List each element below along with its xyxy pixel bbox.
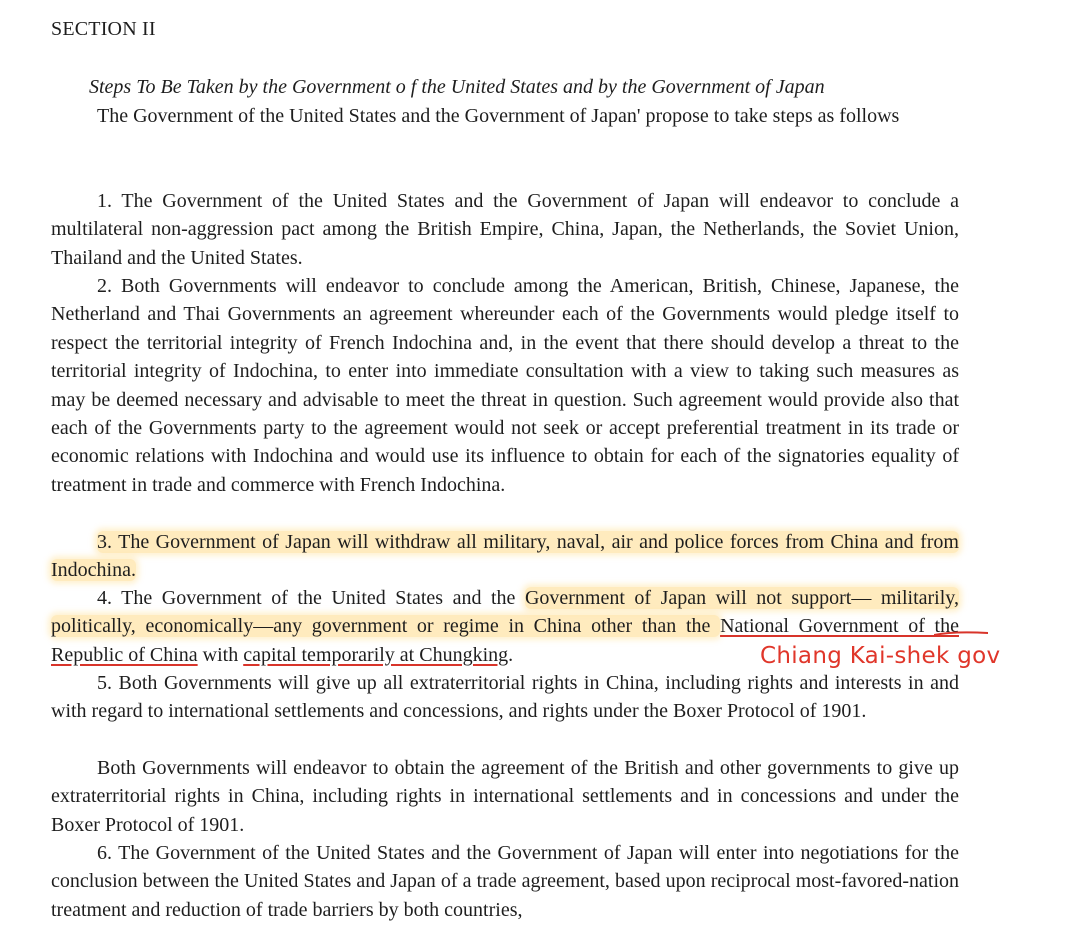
item-4-text-start: 4. The Government of the United States and the [97,587,525,609]
item-2-paragraph: 2. Both Governments will endeavor to conclude among the American, British, Chinese, Japanese, the Netherland and Thai Governments an agreement whereunder each of the Governments would pledge itself to respect the territorial integrity of French Indochina and, in the event that there should develop a threat to the territorial integrity of Indochina, to enter into immediate consultation with a view to taking such measures as may be deemed necessary and advisable to meet the threat in question. Such agreement would provide also that each of the Governments party to the agreement would not seek or accept preferential treatment in its trade or economic relations with Indochina and would use its influence to obtain for each of the signatories equality of treatment in trade and commerce with French Indochina. [51,275,959,496]
item-3-paragraph [51,528,959,585]
item-4-text-end: . [508,643,514,666]
item-4-text-mid: with [197,643,244,666]
item-1-paragraph: 1. The Government of the United States and the Government of Japan will endeavor to conclude a multilateral non-aggression pact among the British Empire, China, Japan, the Netherlands, the Soviet Union, Thailand and the United States. [51,190,959,269]
item-5-continuation-paragraph: Both Governments will endeavor to obtain the agreement of the British and other governments to give up extraterritorial rights in China, including rights in international settlements and in concessions and under the Boxer Protocol of 1901. [51,757,959,836]
item-5-paragraph: 5. Both Governments will give up all extraterritorial rights in China, including rights and interests in and with regard to international settlements and concessions, and rights under the Boxer Protocol of 1901. [51,672,959,723]
highlighted-text: Government of Japan will not support— militarily, politically, economically—any government or regime in China other than the [51,587,959,638]
handwritten-annotation: Chiang Kai-shek gov [760,643,1001,669]
underlined-text: National Government of the Republic of China [51,615,959,666]
item-6-paragraph: 6. The Government of the United States and the Government of Japan will enter into negotiations for the conclusion between the United States and Japan of a trade agreement, based upon reciprocal most-favored-nation treatment and reduction of trade barriers by both countries, [51,842,959,921]
section-heading: SECTION II [51,18,156,40]
underlined-text: capital temporarily at Chungking [243,643,509,666]
highlighted-text: 3. The Government of Japan will withdraw all military, naval, air and police forces from China and from Indochina. [51,531,959,582]
handwritten-underline-mark [934,628,988,638]
section-subtitle: Steps To Be Taken by the Government o f the United States and by the Government of Japan [89,76,825,98]
intro-paragraph: The Government of the United States and the Government of Japan' propose to take steps as follows [97,105,900,127]
